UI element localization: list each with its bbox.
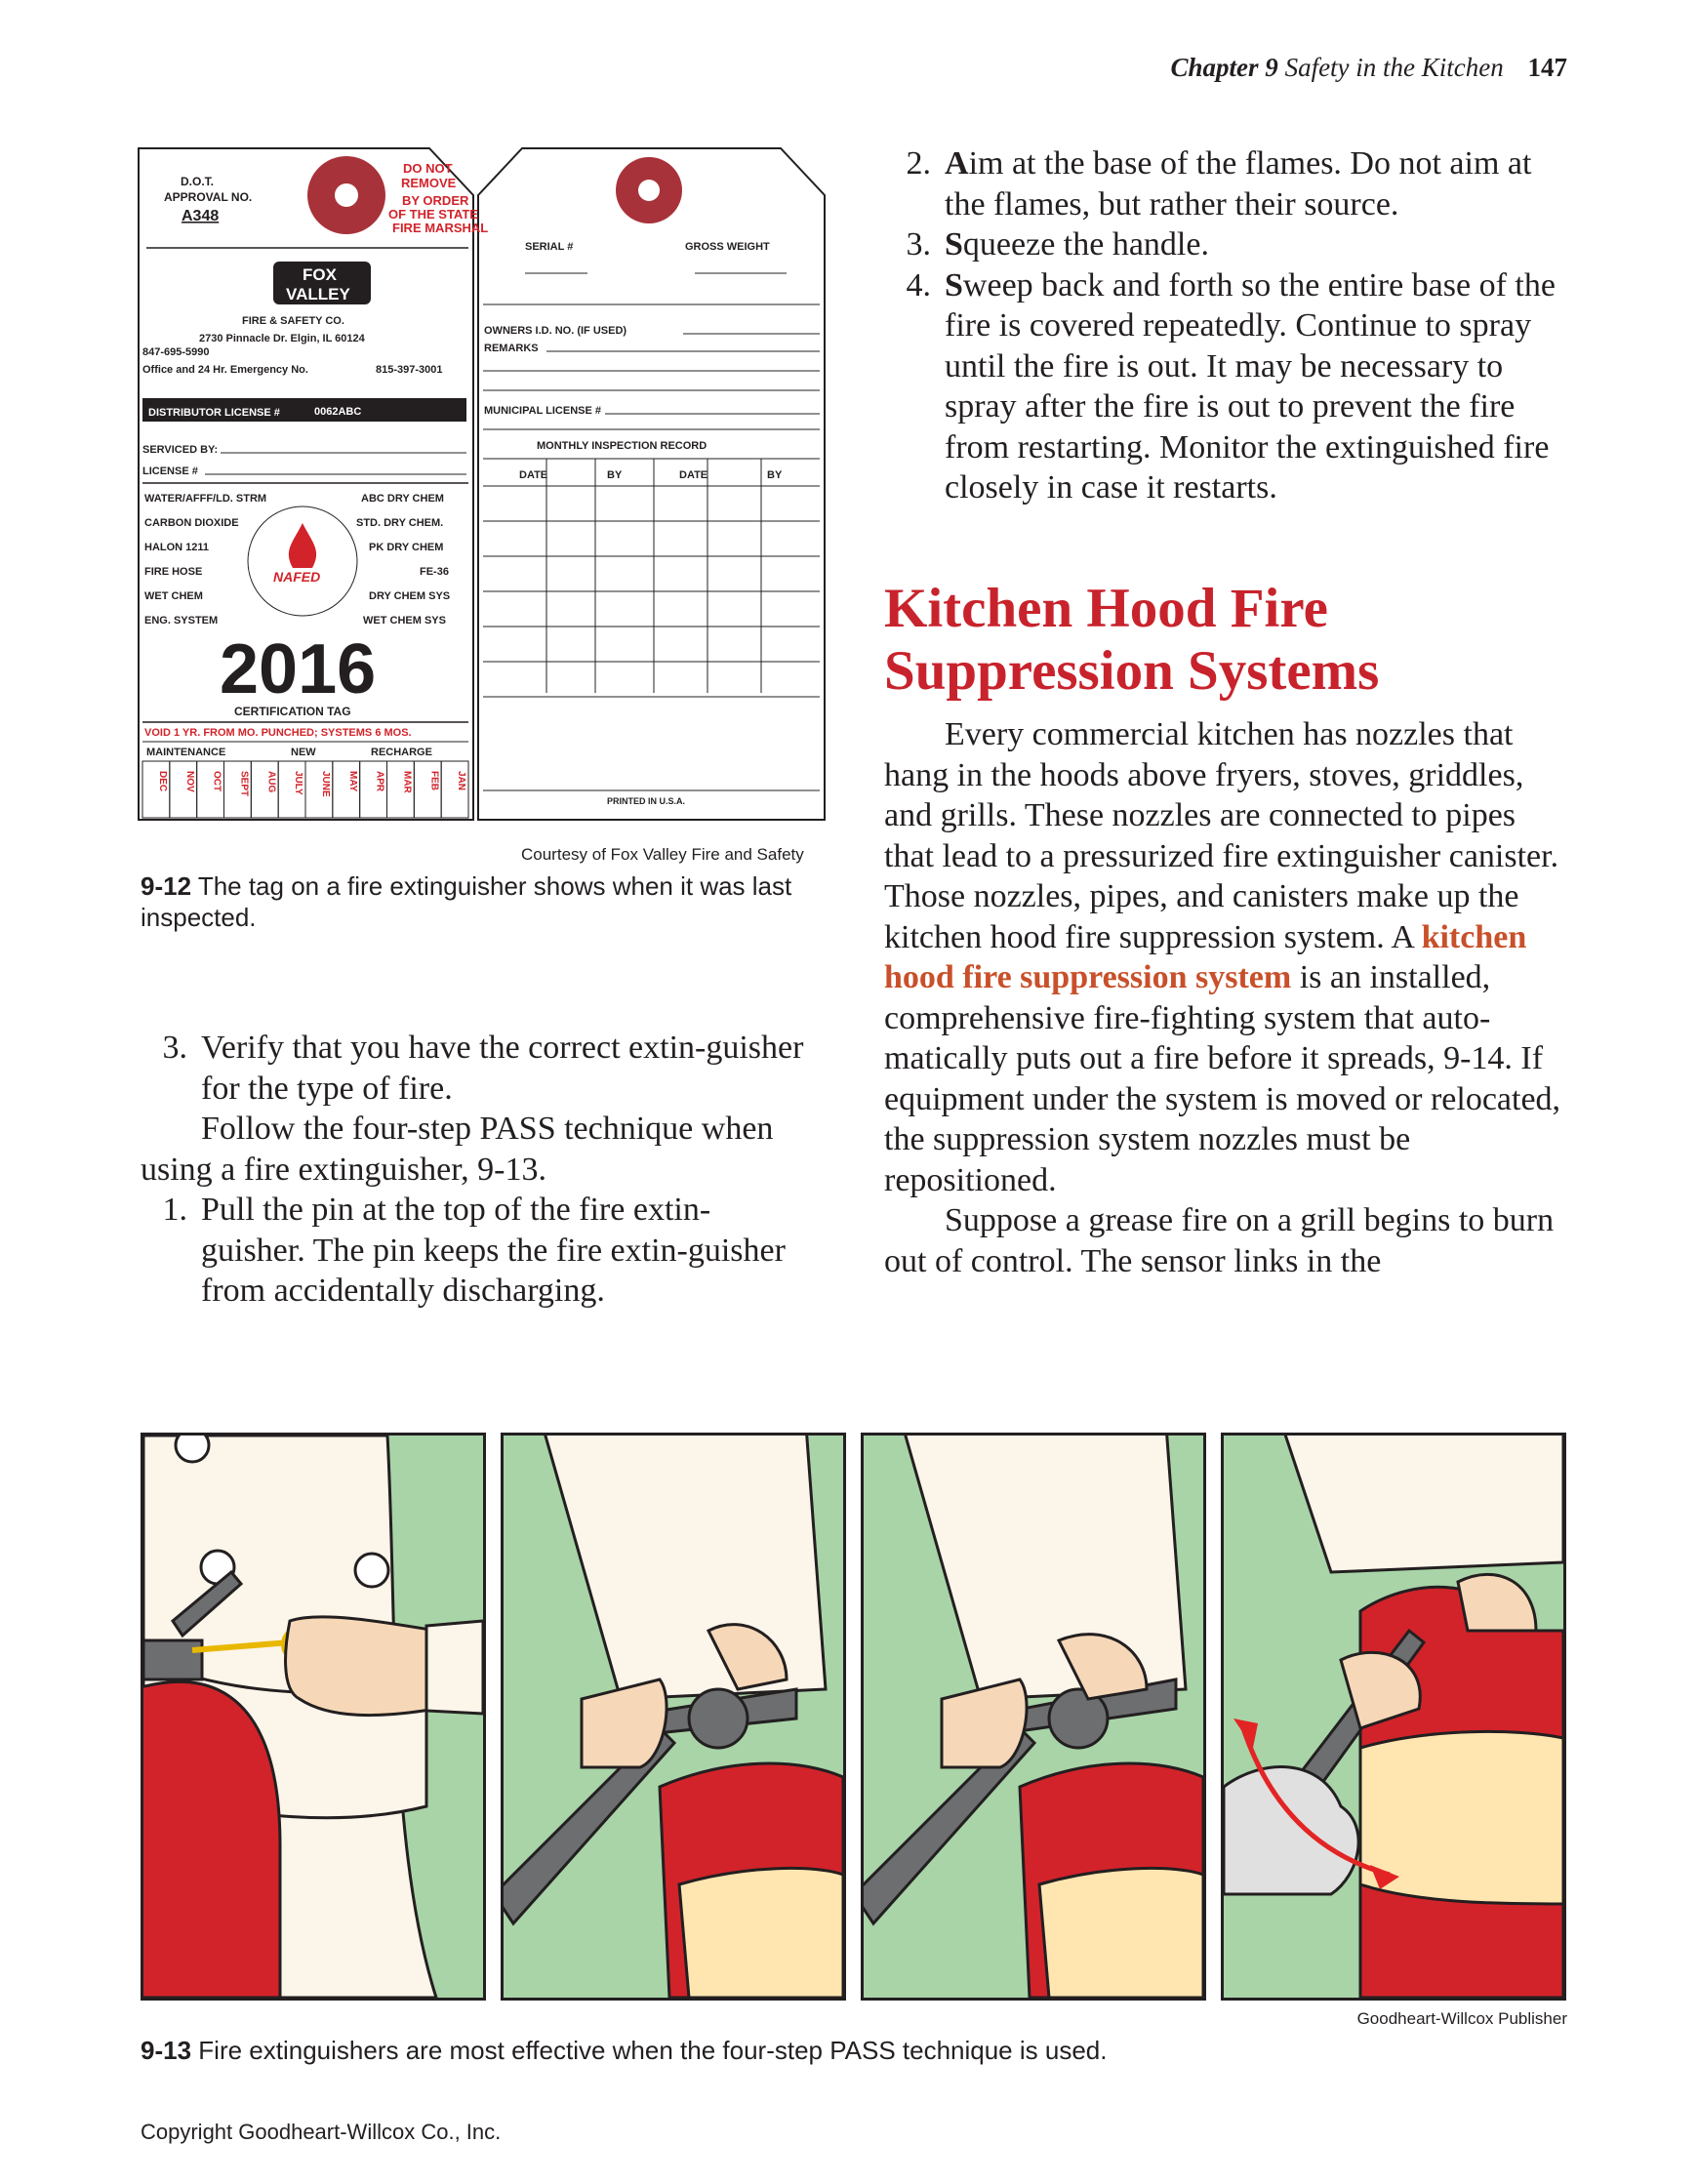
inspection-tag-image bbox=[137, 146, 828, 835]
list-item bbox=[141, 1028, 804, 1109]
copyright-footer: Copyright Goodheart-Willcox Co., Inc. bbox=[141, 2120, 502, 2144]
list-item bbox=[884, 224, 1569, 265]
municipal-license-label: MUNICIPAL LICENSE # bbox=[484, 405, 601, 417]
paragraph-text: Every commercial kitchen has nozzles that hang in the hoods above fryers, stoves, griddles, and grills. These nozzles are connected to pipes that lead to a pressurized fire extinguisher canister. Those nozzles, pipes, and canisters make up the kitchen hood fire suppression system. A bbox=[884, 716, 1559, 955]
figure-credit: Courtesy of Fox Valley Fire and Safety bbox=[521, 845, 804, 864]
figure-number: 9-13 bbox=[141, 2036, 192, 2065]
inspection-record-title: MONTHLY INSPECTION RECORD bbox=[537, 440, 708, 452]
record-header: DATE bbox=[519, 469, 548, 481]
pass-panel-sweep bbox=[1221, 1433, 1566, 2001]
remarks-label: REMARKS bbox=[484, 343, 539, 354]
certification-label: CERTIFICATION TAG bbox=[234, 705, 351, 718]
agent-type: STD. DRY CHEM. bbox=[356, 517, 444, 529]
printed-label: PRINTED IN U.S.A. bbox=[607, 796, 686, 806]
distributor-label: DISTRIBUTOR LICENSE # bbox=[148, 407, 280, 419]
record-header: BY bbox=[607, 469, 623, 481]
approval-number: A348 bbox=[182, 208, 220, 224]
right-column-body bbox=[884, 714, 1569, 1281]
month-label: JUNE bbox=[319, 771, 331, 797]
month-label: JAN bbox=[456, 771, 467, 791]
pass-initial: S bbox=[945, 226, 963, 263]
approval-label: APPROVAL NO. bbox=[164, 190, 253, 204]
figure-number: 9-12 bbox=[141, 871, 192, 901]
record-header: DATE bbox=[679, 469, 708, 481]
list-number: 4. bbox=[906, 266, 931, 303]
warning-line: DO NOT bbox=[403, 161, 453, 176]
key-term: kitchen hood fire suppression system bbox=[884, 918, 1527, 995]
warning-line: OF THE STATE bbox=[388, 207, 478, 222]
agent-type: WATER/AFFF/LD. STRM bbox=[144, 493, 267, 505]
emergency-label: Office and 24 Hr. Emergency No. bbox=[142, 364, 308, 376]
column-header: RECHARGE bbox=[371, 747, 432, 758]
warning-line: REMOVE bbox=[401, 176, 457, 190]
nafed-seal-text: NAFED bbox=[273, 569, 321, 585]
figure-caption bbox=[141, 2035, 1565, 2066]
license-label: LICENSE # bbox=[142, 465, 198, 477]
agent-type: CARBON DIOXIDE bbox=[144, 517, 239, 529]
list-item bbox=[141, 1190, 804, 1312]
list-text: queeze the handle. bbox=[962, 226, 1209, 263]
void-notice: VOID 1 YR. FROM MO. PUNCHED; SYSTEMS 6 MOS. bbox=[144, 727, 412, 739]
list-item bbox=[884, 265, 1569, 508]
pass-initial: S bbox=[945, 266, 963, 303]
list-text: im at the base of the flames. Do not aim at the flames, but rather their source. bbox=[945, 145, 1532, 222]
emergency-number: 815-397-3001 bbox=[376, 364, 443, 376]
serial-label: SERIAL # bbox=[525, 241, 574, 253]
list-number: 3. bbox=[162, 1030, 187, 1066]
pass-panel-aim bbox=[501, 1433, 846, 2001]
figure-caption-text: The tag on a fire extinguisher shows when it was last inspected. bbox=[141, 871, 792, 932]
company-address: 2730 Pinnacle Dr. Elgin, IL 60124 bbox=[199, 333, 365, 344]
column-header: NEW bbox=[291, 747, 316, 758]
running-header bbox=[1171, 53, 1567, 83]
section-heading: Kitchen Hood Fire Suppression Systems bbox=[884, 578, 1380, 702]
list-text: Pull the pin at the top of the fire extin-guisher. The pin keeps the fire extin-guisher from accidentally discharging. bbox=[201, 1192, 786, 1309]
record-header: BY bbox=[767, 469, 783, 481]
phone-number: 847-695-5990 bbox=[142, 346, 210, 358]
list-text: weep back and forth so the entire base of the fire is covered repeatedly. Continue to spray until the fire is out. It may be necessary to spray after the fire is out to prevent the fire from restarting. Monitor the extinguished fire closely in case it restarts. bbox=[945, 266, 1556, 506]
left-column bbox=[141, 1028, 804, 1312]
list-number: 3. bbox=[906, 226, 931, 263]
month-label: AUG bbox=[265, 771, 277, 793]
pass-panel-pull bbox=[141, 1433, 486, 2001]
month-label: APR bbox=[374, 771, 385, 792]
list-number: 1. bbox=[162, 1192, 187, 1228]
agent-type: WET CHEM SYS bbox=[363, 615, 446, 627]
warning-line: FIRE MARSHAL bbox=[392, 221, 489, 235]
figure-caption bbox=[141, 870, 833, 933]
list-item bbox=[884, 143, 1569, 224]
certification-year: 2016 bbox=[220, 630, 377, 708]
month-label: OCT bbox=[211, 771, 222, 792]
gross-weight-label: GROSS WEIGHT bbox=[685, 241, 770, 253]
month-label: JULY bbox=[293, 771, 304, 795]
agent-type: ABC DRY CHEM bbox=[361, 493, 444, 505]
figure-caption-text: Fire extinguishers are most effective when the four-step PASS technique is used. bbox=[198, 2036, 1108, 2065]
list-text: Verify that you have the correct extin-guisher for the type of fire. bbox=[201, 1030, 804, 1107]
dot-label: D.O.T. bbox=[181, 175, 215, 188]
agent-type: FE-36 bbox=[420, 566, 449, 578]
logo-text: FOX bbox=[303, 265, 337, 284]
agent-type: PK DRY CHEM bbox=[369, 542, 444, 553]
figure-credit: Goodheart-Willcox Publisher bbox=[1356, 2009, 1567, 2028]
agent-type: DRY CHEM SYS bbox=[369, 590, 451, 602]
month-label: MAR bbox=[401, 771, 413, 793]
agent-type: HALON 1211 bbox=[144, 542, 210, 553]
month-label: NOV bbox=[183, 771, 195, 792]
logo-text: VALLEY bbox=[286, 285, 350, 303]
month-label: DEC bbox=[156, 771, 168, 792]
month-label: FEB bbox=[428, 771, 440, 790]
owners-id-label: OWNERS I.D. NO. (IF USED) bbox=[484, 325, 627, 337]
list-number: 2. bbox=[906, 145, 931, 182]
distributor-number: 0062ABC bbox=[314, 406, 362, 418]
chapter-label: Chapter 9 bbox=[1170, 53, 1278, 82]
paragraph: Follow the four-step PASS technique when using a fire extinguisher, 9-13. bbox=[141, 1111, 774, 1188]
serviced-by-label: SERVICED BY: bbox=[142, 444, 219, 456]
agent-type: ENG. SYSTEM bbox=[144, 615, 219, 627]
page-number: 147 bbox=[1527, 53, 1567, 82]
column-header: MAINTENANCE bbox=[146, 747, 226, 758]
paragraph bbox=[884, 714, 1569, 1200]
right-column-steps bbox=[884, 143, 1569, 508]
paragraph: Suppose a grease fire on a grill begins to burn out of control. The sensor links in the bbox=[884, 1202, 1555, 1279]
agent-type: WET CHEM bbox=[144, 590, 203, 602]
company-name: FIRE & SAFETY CO. bbox=[242, 315, 344, 327]
section-title: Safety in the Kitchen bbox=[1284, 53, 1504, 82]
paragraph-text: is an installed, comprehensive fire-fighting system that auto-matically puts out a fire before it spreads, 9-14. If equipment under the system is moved or relocated, the suppression system nozzles must be repositioned. bbox=[884, 959, 1561, 1198]
month-label: MAY bbox=[346, 771, 358, 792]
agent-type: FIRE HOSE bbox=[144, 566, 203, 578]
month-label: SEPT bbox=[238, 771, 250, 797]
warning-line: BY ORDER bbox=[402, 193, 469, 208]
pass-panel-squeeze bbox=[861, 1433, 1206, 2001]
pass-initial: A bbox=[945, 145, 969, 182]
